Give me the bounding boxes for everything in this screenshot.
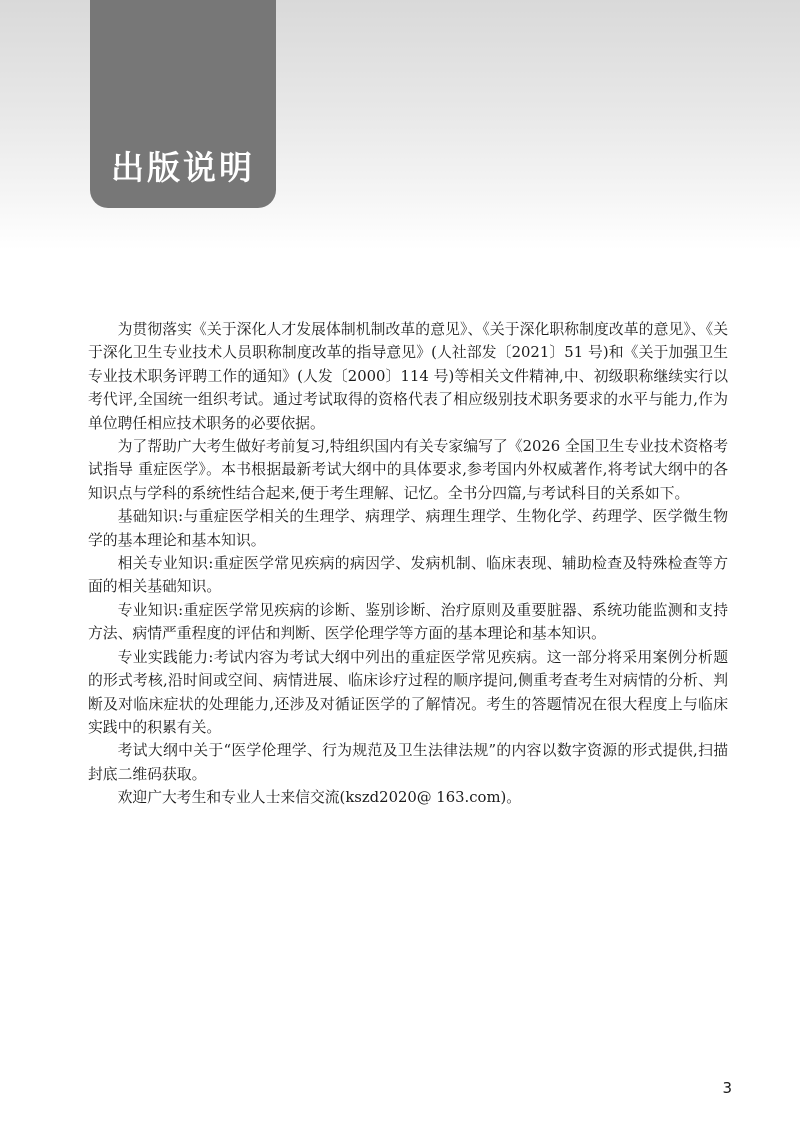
paragraph: 考试大纲中关于“医学伦理学、行为规范及卫生法律法规”的内容以数字资源的形式提供,扫描封底二维码获取。 bbox=[88, 742, 728, 783]
body-text bbox=[88, 318, 728, 810]
paragraph: 为贯彻落实《关于深化人才发展体制机制改革的意见》、《关于深化职称制度改革的意见》、《关于深化卫生专业技术人员职称制度改革的指导意见》(人社部发〔2021〕51 号)和《关于加强卫生专业技术职务评聘工作的通知》(人发〔2000〕114 号)等相关文件精神,中、初级职称继续实行以考代评,全国统一组织考试。通过考试取得的资格代表了相应级别技术职务要求的水平与能力,作为单位聘任相应技术职务的必要依据。 bbox=[88, 321, 728, 432]
title-tab bbox=[90, 0, 276, 208]
paragraph: 专业实践能力:考试内容为考试大纲中列出的重症医学常见疾病。这一部分将采用案例分析题的形式考核,沿时间或空间、病情进展、临床诊疗过程的顺序提问,侧重考查考生对病情的分析、判断及对临床症状的处理能力,还涉及对循证医学的了解情况。考生的答题情况在很大程度上与临床实践中的积累有关。 bbox=[88, 648, 728, 736]
page-number: 3 bbox=[722, 1079, 732, 1097]
paragraph: 相关专业知识:重症医学常见疾病的病因学、发病机制、临床表现、辅助检查及特殊检查等方面的相关基础知识。 bbox=[88, 555, 728, 596]
paragraph: 基础知识:与重症医学相关的生理学、病理学、病理生理学、生物化学、药理学、医学微生物学的基本理论和基本知识。 bbox=[88, 508, 728, 549]
page-title: 出版说明 bbox=[111, 148, 255, 187]
paragraph: 为了帮助广大考生做好考前复习,特组织国内有关专家编写了《2026 全国卫生专业技术资格考试指导 重症医学》。本书根据最新考试大纲中的具体要求,参考国内外权威著作,将考试大纲中的各知识点与学科的系统性结合起来,便于考生理解、记忆。全书分四篇,与考试科目的关系如下。 bbox=[88, 438, 728, 502]
paragraph: 专业知识:重症医学常见疾病的诊断、鉴别诊断、治疗原则及重要脏器、系统功能监测和支持方法、病情严重程度的评估和判断、医学伦理学等方面的基本理论和基本知识。 bbox=[88, 601, 728, 643]
paragraph: 欢迎广大考生和专业人士来信交流(kszd2020@ 163.com)。 bbox=[117, 789, 522, 807]
